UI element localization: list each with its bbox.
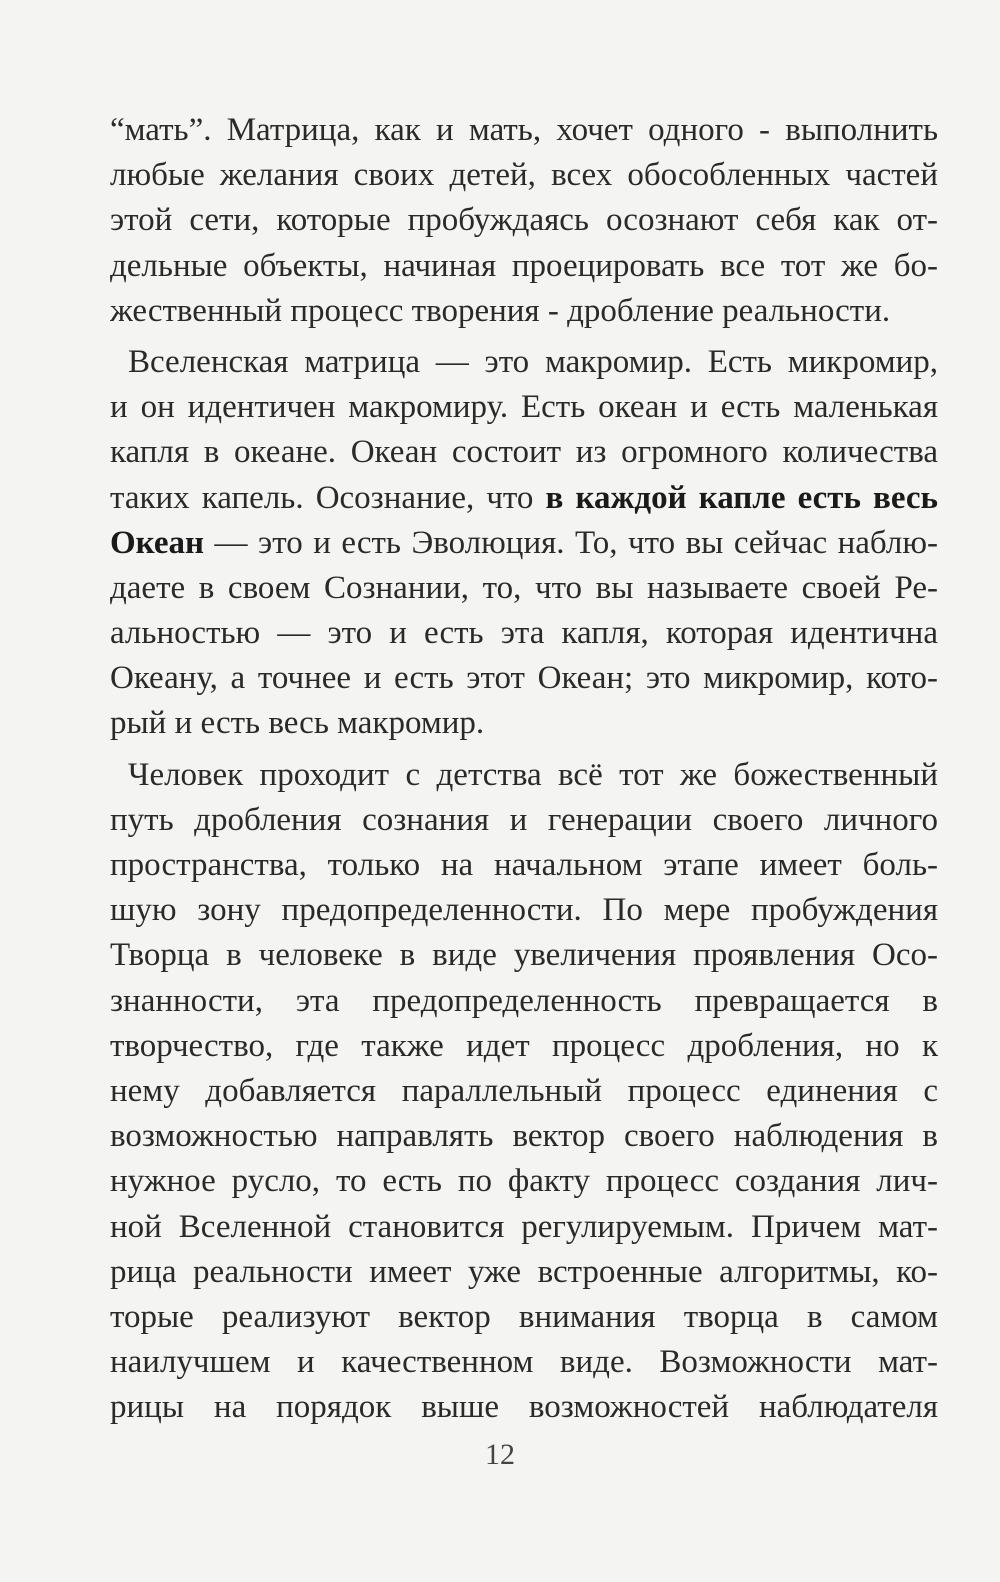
text-line: путь дробления сознания и генерации своего личного [110, 801, 938, 838]
text-line: рицы на порядок выше возможностей наблюдателя [110, 1389, 938, 1426]
text-line: Творца в человеке в виде увеличения проявления Осо- [110, 937, 938, 974]
text-segment: — это и есть Эволюция. То, что вы сейчас наблю- [204, 524, 938, 561]
text-line: и он идентичен макромиру. Есть океан и есть маленькая [110, 389, 938, 426]
text-line [110, 476, 938, 521]
text-line: знанности, эта предопределенность превращается в [110, 982, 938, 1019]
text-line: нему добавляется параллельный процесс единения с [110, 1072, 938, 1109]
text-line: даете в своем Сознании, то, что вы называете своей Ре- [110, 569, 938, 606]
text-line: дельные объекты, начиная проецировать все тот же бо- [110, 247, 938, 284]
text-line: творчество, где также идет процесс дробления, но к [110, 1027, 938, 1064]
text-line: Человек проходит с детства всё тот же божественный [128, 756, 938, 793]
text-line: наилучшем и качественном виде. Возможности мат- [110, 1344, 938, 1381]
text-line: “мать”. Матрица, как и мать, хочет одного - выполнить [110, 112, 938, 148]
bold-emphasis: Океан [110, 524, 205, 561]
body-text [110, 108, 938, 1430]
text-line: возможностью направлять вектор своего наблюдения в [110, 1118, 938, 1155]
text-line: рый и есть весь макромир. [110, 705, 485, 742]
text-line: Вселенская матрица — это макромир. Есть микромир, [128, 343, 938, 380]
text-line: шую зону предопределенности. По мере пробуждения [110, 892, 938, 929]
text-line: рица реальности имеет уже встроенные алгоритмы, ко- [110, 1253, 938, 1290]
text-line: нужное русло, то есть по факту процесс создания лич- [110, 1163, 938, 1200]
text-line: пространства, только на начальном этапе имеет боль- [110, 847, 938, 883]
text-line: Океану, а точнее и есть этот Океан; это микромир, кото- [110, 660, 938, 697]
text-line: капля в океане. Океан состоит из огромного количества [110, 434, 938, 471]
text-line: ной Вселенной становится регулируемым. Причем мат- [110, 1208, 938, 1245]
paragraph [110, 108, 938, 334]
page-number: 12 [485, 1438, 515, 1471]
text-line: торые реализуют вектор внимания творца в самом [110, 1298, 938, 1335]
text-segment: таких капель. Осознание, что [110, 479, 546, 516]
paragraph [110, 340, 938, 747]
text-line: любые желания своих детей, всех обособленных частей [110, 157, 938, 194]
text-line: жественный процесс творения - дробление реальности. [110, 292, 891, 329]
text-line: этой сети, которые пробуждаясь осознают себя как от- [110, 202, 938, 239]
paragraph [110, 753, 938, 1431]
text-line: альностью — это и есть эта капля, которая идентична [110, 615, 938, 652]
text-line [110, 521, 938, 566]
bold-emphasis: в каждой капле есть весь [545, 479, 938, 516]
